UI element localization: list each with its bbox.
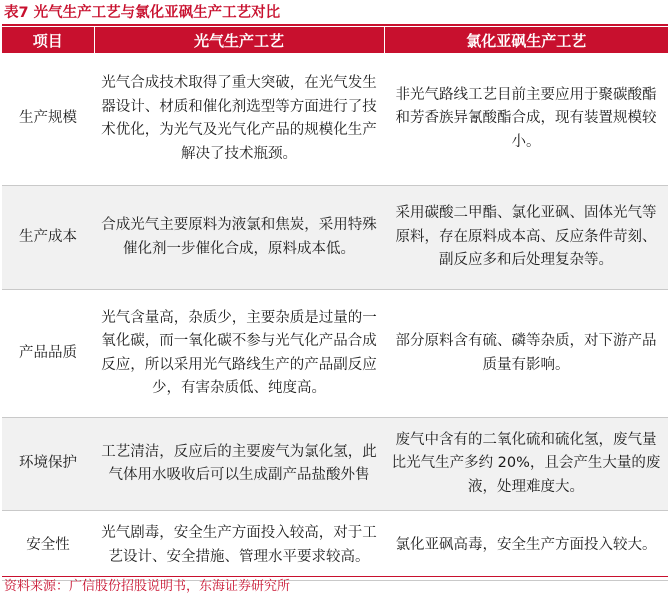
caption-divider bbox=[2, 24, 668, 26]
comparison-table bbox=[2, 27, 668, 581]
row-label: 环境保护 bbox=[2, 418, 94, 511]
phosgene-cell: 光气合成技术取得了重大突破，在光气发生器设计、材质和催化剂选型等方面进行了技术优化，为光气及光气化产品的规模化生产解决了技术瓶颈。 bbox=[94, 53, 384, 186]
source-note: 资料来源：广信股份招股说明书，东海证券研究所 bbox=[4, 579, 291, 594]
table-row-safety bbox=[2, 511, 668, 581]
source-divider bbox=[2, 576, 668, 577]
header-item: 项目 bbox=[2, 27, 94, 53]
table-header-row bbox=[2, 27, 668, 53]
row-label: 生产规模 bbox=[2, 53, 94, 186]
thionyl-chloride-cell: 非光气路线工艺目前主要应用于聚碳酸酯和芳香族异氰酸酯合成，现有装置规模较小。 bbox=[384, 53, 668, 186]
thionyl-chloride-cell: 氯化亚砜高毒，安全生产方面投入较大。 bbox=[384, 511, 668, 581]
table-row-production-cost bbox=[2, 186, 668, 290]
table-caption: 表7 光气生产工艺与氯化亚砜生产工艺对比 bbox=[4, 5, 281, 21]
table-row-product-quality bbox=[2, 290, 668, 418]
table-row-environmental-protection bbox=[2, 418, 668, 511]
row-label: 安全性 bbox=[2, 511, 94, 581]
phosgene-cell: 工艺清洁，反应后的主要废气为氯化氢，此气体用水吸收后可以生成副产品盐酸外售 bbox=[94, 418, 384, 511]
thionyl-chloride-cell: 废气中含有的二氧化硫和硫化氢，废气量比光气生产多约 20%，且会产生大量的废液，处理难度大。 bbox=[384, 418, 668, 511]
header-phosgene-process: 光气生产工艺 bbox=[94, 27, 384, 53]
phosgene-cell: 合成光气主要原料为液氯和焦炭，采用特殊催化剂一步催化合成，原料成本低。 bbox=[94, 186, 384, 290]
phosgene-cell: 光气含量高，杂质少，主要杂质是过量的一氧化碳，而一氧化碳不参与光气化产品合成反应，所以采用光气路线生产的产品副反应少，有害杂质低、纯度高。 bbox=[94, 290, 384, 418]
table-row-production-scale bbox=[2, 53, 668, 186]
row-label: 生产成本 bbox=[2, 186, 94, 290]
header-thionyl-chloride-process: 氯化亚砜生产工艺 bbox=[384, 27, 668, 53]
row-label: 产品品质 bbox=[2, 290, 94, 418]
phosgene-cell: 光气剧毒，安全生产方面投入较高，对于工艺设计、安全措施、管理水平要求较高。 bbox=[94, 511, 384, 581]
thionyl-chloride-cell: 部分原料含有硫、磷等杂质，对下游产品质量有影响。 bbox=[384, 290, 668, 418]
thionyl-chloride-cell: 采用碳酸二甲酯、氯化亚砜、固体光气等原料，存在原料成本高、反应条件苛刻、副反应多和后处理复杂等。 bbox=[384, 186, 668, 290]
